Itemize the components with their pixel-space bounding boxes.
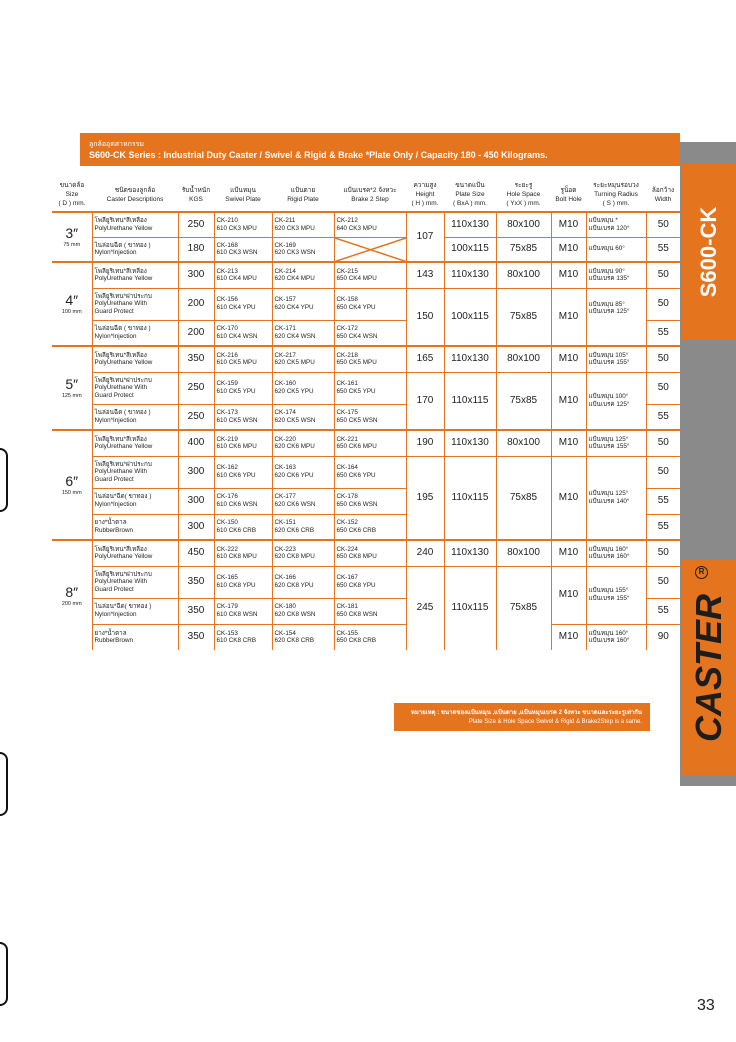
swivel-cell: CK-170 610 CK4 WSN (214, 320, 272, 346)
desc-cell: โพลียูริเทน*สีเหลือง PolyUrethane Yellow (92, 212, 178, 237)
width-cell: 50 (646, 346, 680, 372)
plate-cell: 110x115 (444, 372, 496, 430)
size-cell: 8″ 200 mm (52, 540, 92, 650)
kgs-cell: 350 (178, 566, 214, 598)
kgs-cell: 350 (178, 598, 214, 624)
table-row (52, 262, 680, 288)
width-cell: 55 (646, 514, 680, 540)
bolt-cell: M10 (551, 212, 586, 237)
hole-cell: 75x85 (496, 372, 551, 430)
swivel-cell: CK-165 610 CK8 YPU (214, 566, 272, 598)
kgs-cell: 400 (178, 430, 214, 456)
table-row (52, 456, 680, 488)
col-width: ล้อกว้าง Width (651, 186, 675, 203)
brand-logo: CASTER (687, 593, 729, 742)
plate-cell: 110x130 (444, 430, 496, 456)
rigid-cell: CK-166 620 CK8 YPU (272, 566, 334, 598)
width-cell: 50 (646, 262, 680, 288)
swivel-cell: CK-168 610 CK3 WSN (214, 237, 272, 262)
desc-cell: โพลียูริเทน*ฝาประกบ PolyUrethane With Guard Protect (92, 372, 178, 404)
brand-tab (681, 560, 736, 775)
turning-cell: แป้นหมุน * แป้นเบรค 120° (586, 212, 646, 237)
rigid-cell: CK-177 620 CK6 WSN (272, 488, 334, 514)
kgs-cell: 250 (178, 404, 214, 430)
width-cell: 55 (646, 237, 680, 262)
kgs-cell: 200 (178, 320, 214, 346)
height-cell: 245 (406, 566, 444, 650)
spec-table (52, 178, 680, 650)
kgs-cell: 300 (178, 456, 214, 488)
bolt-cell: M10 (551, 262, 586, 288)
brake-cell: CK-152 650 CK6 CRB (334, 514, 406, 540)
brake-cell: CK-218 650 CK5 MPU (334, 346, 406, 372)
bolt-cell: M10 (551, 566, 586, 624)
col-bolt: รูน็อต Bolt Hole (555, 186, 582, 203)
swivel-cell: CK-179 610 CK8 WSN (214, 598, 272, 624)
kgs-cell: 250 (178, 212, 214, 237)
kgs-cell: 300 (178, 262, 214, 288)
plate-cell: 110x130 (444, 262, 496, 288)
brake-cell: CK-215 650 CK4 MPU (334, 262, 406, 288)
col-desc: ชนิดของลูกล้อ Caster Descriptions (106, 186, 164, 203)
swivel-cell: CK-162 610 CK6 YPU (214, 456, 272, 488)
desc-cell: ไนล่อนฉีด ( ขาทอง ) Nylon*Injection (92, 320, 178, 346)
binding-arc-icon (0, 942, 8, 1006)
width-cell: 50 (646, 372, 680, 404)
swivel-cell: CK-222 610 CK8 MPU (214, 540, 272, 566)
swivel-cell: CK-210 610 CK3 MPU (214, 212, 272, 237)
swivel-cell: CK-176 610 CK6 WSN (214, 488, 272, 514)
rigid-cell: CK-214 620 CK4 MPU (272, 262, 334, 288)
height-cell: 195 (406, 456, 444, 540)
table-row (52, 540, 680, 566)
brake-cell: CK-161 650 CK5 YPU (334, 372, 406, 404)
width-cell: 50 (646, 430, 680, 456)
turning-cell: แป้นหมุน 100° แป้นเบรค 125° (586, 372, 646, 430)
plate-cell: 100x115 (444, 237, 496, 262)
kgs-cell: 200 (178, 288, 214, 320)
desc-cell: โพลียูริเทน*ฝาประกบ PolyUrethane With Guard Protect (92, 288, 178, 320)
swivel-cell: CK-216 610 CK5 MPU (214, 346, 272, 372)
header-row (52, 178, 680, 212)
brake-cell: CK-155 650 CK8 CRB (334, 624, 406, 650)
brake-cell: CK-167 650 CK8 YPU (334, 566, 406, 598)
hole-cell: 80x100 (496, 212, 551, 237)
rigid-cell: CK-160 620 CK5 YPU (272, 372, 334, 404)
desc-cell: โพลียูริเทน*ฝาประกบ PolyUrethane With Guard Protect (92, 566, 178, 598)
brake-unavailable-cell (334, 237, 406, 262)
kgs-cell: 450 (178, 540, 214, 566)
swivel-cell: CK-156 610 CK4 YPU (214, 288, 272, 320)
rigid-cell: CK-171 620 CK4 WSN (272, 320, 334, 346)
bolt-cell: M10 (551, 624, 586, 650)
bolt-cell: M10 (551, 372, 586, 430)
turning-cell: แป้นหมุน 160° แป้นเบรค 160° (586, 540, 646, 566)
desc-cell: โพลียูริเทน*สีเหลือง PolyUrethane Yellow (92, 346, 178, 372)
turning-cell: แป้นหมุน 85° แป้นเบรค 125° (586, 288, 646, 346)
hole-cell: 80x100 (496, 430, 551, 456)
series-tab-label: S600-CK (695, 206, 721, 298)
brake-cell: CK-181 650 CK8 WSN (334, 598, 406, 624)
rigid-cell: CK-211 620 CK3 MPU (272, 212, 334, 237)
brake-cell: CK-175 650 CK5 WSN (334, 404, 406, 430)
height-cell: 170 (406, 372, 444, 430)
desc-cell: โพลียูริเทน*สีเหลือง PolyUrethane Yellow (92, 540, 178, 566)
swivel-cell: CK-173 610 CK5 WSN (214, 404, 272, 430)
plate-cell: 100x115 (444, 288, 496, 346)
swivel-cell: CK-219 610 CK6 MPU (214, 430, 272, 456)
cross-icon (335, 238, 406, 262)
plate-cell: 110x115 (444, 566, 496, 650)
plate-cell: 110x130 (444, 540, 496, 566)
binding-arc-icon (0, 752, 8, 816)
table-row (52, 237, 680, 262)
turning-cell: แป้นหมุน 105° แป้นเบรค 155° (586, 346, 646, 372)
hole-cell: 75x85 (496, 237, 551, 262)
desc-cell: ยาง*น้ำตาล RubberBrown (92, 624, 178, 650)
hole-cell: 80x100 (496, 262, 551, 288)
hole-cell: 80x100 (496, 540, 551, 566)
size-cell: 6″ 150 mm (52, 430, 92, 540)
rigid-cell: CK-223 620 CK8 MPU (272, 540, 334, 566)
col-height: ความสูง Height ( H ) mm. (411, 182, 439, 207)
brake-cell: CK-164 650 CK6 YPU (334, 456, 406, 488)
brake-cell: CK-178 650 CK6 WSN (334, 488, 406, 514)
desc-cell: ไนล่อน*ฉีด( ขาทอง ) Nylon*Injection (92, 488, 178, 514)
rigid-cell: CK-163 620 CK6 YPU (272, 456, 334, 488)
brake-cell: CK-221 650 CK6 MPU (334, 430, 406, 456)
hole-cell: 75x85 (496, 456, 551, 540)
table-row (52, 212, 680, 237)
kgs-cell: 350 (178, 346, 214, 372)
hole-cell: 80x100 (496, 346, 551, 372)
turning-cell: แป้นหมุน 125° แป้นเบรค 140° (586, 456, 646, 540)
series-tab (681, 164, 736, 340)
plate-cell: 110x130 (444, 346, 496, 372)
rigid-cell: CK-151 620 CK6 CRB (272, 514, 334, 540)
swivel-cell: CK-150 610 CK6 CRB (214, 514, 272, 540)
rigid-cell: CK-169 620 CK3 WSN (272, 237, 334, 262)
col-size: ขนาดล้อ Size ( D ) mm. (58, 182, 86, 207)
width-cell: 55 (646, 598, 680, 624)
footnote-english: Plate Size & Hole Space Swivel & Rigid & Brake2Step is a same. (468, 719, 642, 725)
height-cell: 150 (406, 288, 444, 346)
bolt-cell: M10 (551, 430, 586, 456)
col-brake: แป้นเบรค*2 จังหวะ Brake 2 Step (343, 186, 397, 203)
binding-arc-icon (0, 448, 8, 512)
kgs-cell: 300 (178, 514, 214, 540)
turning-cell: แป้นหมุน 155° แป้นเบรค 155° (586, 566, 646, 624)
brake-cell: CK-224 650 CK8 MPU (334, 540, 406, 566)
table-row (52, 624, 680, 650)
rigid-cell: CK-217 620 CK5 MPU (272, 346, 334, 372)
rigid-cell: CK-220 620 CK6 MPU (272, 430, 334, 456)
registered-mark-icon: R (695, 566, 708, 579)
rigid-cell: CK-157 620 CK4 YPU (272, 288, 334, 320)
col-plate: ขนาดแป้น Plate Size ( BxA ) mm. (453, 182, 487, 207)
desc-cell: โพลียูริเทน*ฝาประกบ PolyUrethane With Guard Protect (92, 456, 178, 488)
table-row (52, 346, 680, 372)
turning-cell: แป้นหมุน 125° แป้นเบรค 155° (586, 430, 646, 456)
size-cell: 5″ 125 mm (52, 346, 92, 430)
turning-cell: แป้นหมุน 90° แป้นเบรค 135° (586, 262, 646, 288)
hole-cell: 75x85 (496, 566, 551, 650)
width-cell: 90 (646, 624, 680, 650)
height-cell: 165 (406, 346, 444, 372)
col-turning: ระยะหมุนรอบวง Turning Radius ( S ) mm. (593, 182, 639, 207)
bolt-cell: M10 (551, 540, 586, 566)
width-cell: 50 (646, 456, 680, 488)
brake-cell: CK-212 640 CK3 MPU (334, 212, 406, 237)
desc-cell: ยาง*น้ำตาล RubberBrown (92, 514, 178, 540)
turning-cell: แป้นหมุน 60° (586, 237, 646, 262)
table-row (52, 288, 680, 320)
footnote-box (394, 703, 650, 731)
width-cell: 55 (646, 320, 680, 346)
width-cell: 55 (646, 404, 680, 430)
hole-cell: 75x85 (496, 288, 551, 346)
series-banner (80, 133, 680, 166)
height-cell: 190 (406, 430, 444, 456)
desc-cell: ไนล่อนฉีด ( ขาทอง ) Nylon*Injection (92, 404, 178, 430)
col-swivel: แป้นหมุน Swivel Plate (225, 186, 261, 203)
page-number: 33 (697, 997, 715, 1014)
rigid-cell: CK-154 620 CK8 CRB (272, 624, 334, 650)
brake-cell: CK-172 650 CK4 WSN (334, 320, 406, 346)
swivel-cell: CK-213 610 CK4 MPU (214, 262, 272, 288)
rigid-cell: CK-180 620 CK8 WSN (272, 598, 334, 624)
bolt-cell: M10 (551, 346, 586, 372)
size-cell: 3″ 75 mm (52, 212, 92, 262)
brake-cell: CK-158 650 CK4 YPU (334, 288, 406, 320)
table-row (52, 430, 680, 456)
bolt-cell: M10 (551, 456, 586, 540)
height-cell: 107 (406, 212, 444, 262)
turning-cell: แป้นหมุน 160° แป้นเบรค 160° (586, 624, 646, 650)
width-cell: 50 (646, 566, 680, 598)
width-cell: 50 (646, 288, 680, 320)
table-row (52, 566, 680, 598)
plate-cell: 110x130 (444, 212, 496, 237)
banner-title: S600-CK Series : Industrial Duty Caster / Swivel & Rigid & Brake *Plate Only / Capacity 180 - 450 Kilograms. (89, 150, 548, 160)
plate-cell: 110x115 (444, 456, 496, 540)
bolt-cell: M10 (551, 288, 586, 346)
col-kgs: รับน้ำหนัก KGS (181, 186, 211, 203)
kgs-cell: 250 (178, 372, 214, 404)
bolt-cell: M10 (551, 237, 586, 262)
size-cell: 4″ 100 mm (52, 262, 92, 346)
width-cell: 50 (646, 540, 680, 566)
kgs-cell: 300 (178, 488, 214, 514)
desc-cell: โพลียูริเทน*สีเหลือง PolyUrethane Yellow (92, 430, 178, 456)
rigid-cell: CK-174 620 CK5 WSN (272, 404, 334, 430)
banner-subtitle: ลูกล้ออุตสาหกรรม (89, 141, 144, 148)
width-cell: 55 (646, 488, 680, 514)
desc-cell: ไนล่อน*ฉีด( ขาทอง ) Nylon*Injection (92, 598, 178, 624)
height-cell: 143 (406, 262, 444, 288)
desc-cell: โพลียูริเทน*สีเหลือง PolyUrethane Yellow (92, 262, 178, 288)
width-cell: 50 (646, 212, 680, 237)
col-rigid: แป้นตาย Rigid Plate (287, 186, 319, 203)
desc-cell: ไนล่อนฉีด ( ขาทอง ) Nylon*Injection (92, 237, 178, 262)
col-hole: ระยะรู Hole Space ( YxX ) mm. (506, 182, 541, 207)
swivel-cell: CK-153 610 CK8 CRB (214, 624, 272, 650)
kgs-cell: 350 (178, 624, 214, 650)
height-cell: 240 (406, 540, 444, 566)
table-row (52, 372, 680, 404)
footnote-thai: หมายเหตุ : ขนาดของแป้นหมุน ,แป้นตาย ,แป้นหมุนเบรค 2 จังหวะ ขนาดและระยะรูเท่ากัน (410, 710, 642, 716)
swivel-cell: CK-159 610 CK5 YPU (214, 372, 272, 404)
kgs-cell: 180 (178, 237, 214, 262)
